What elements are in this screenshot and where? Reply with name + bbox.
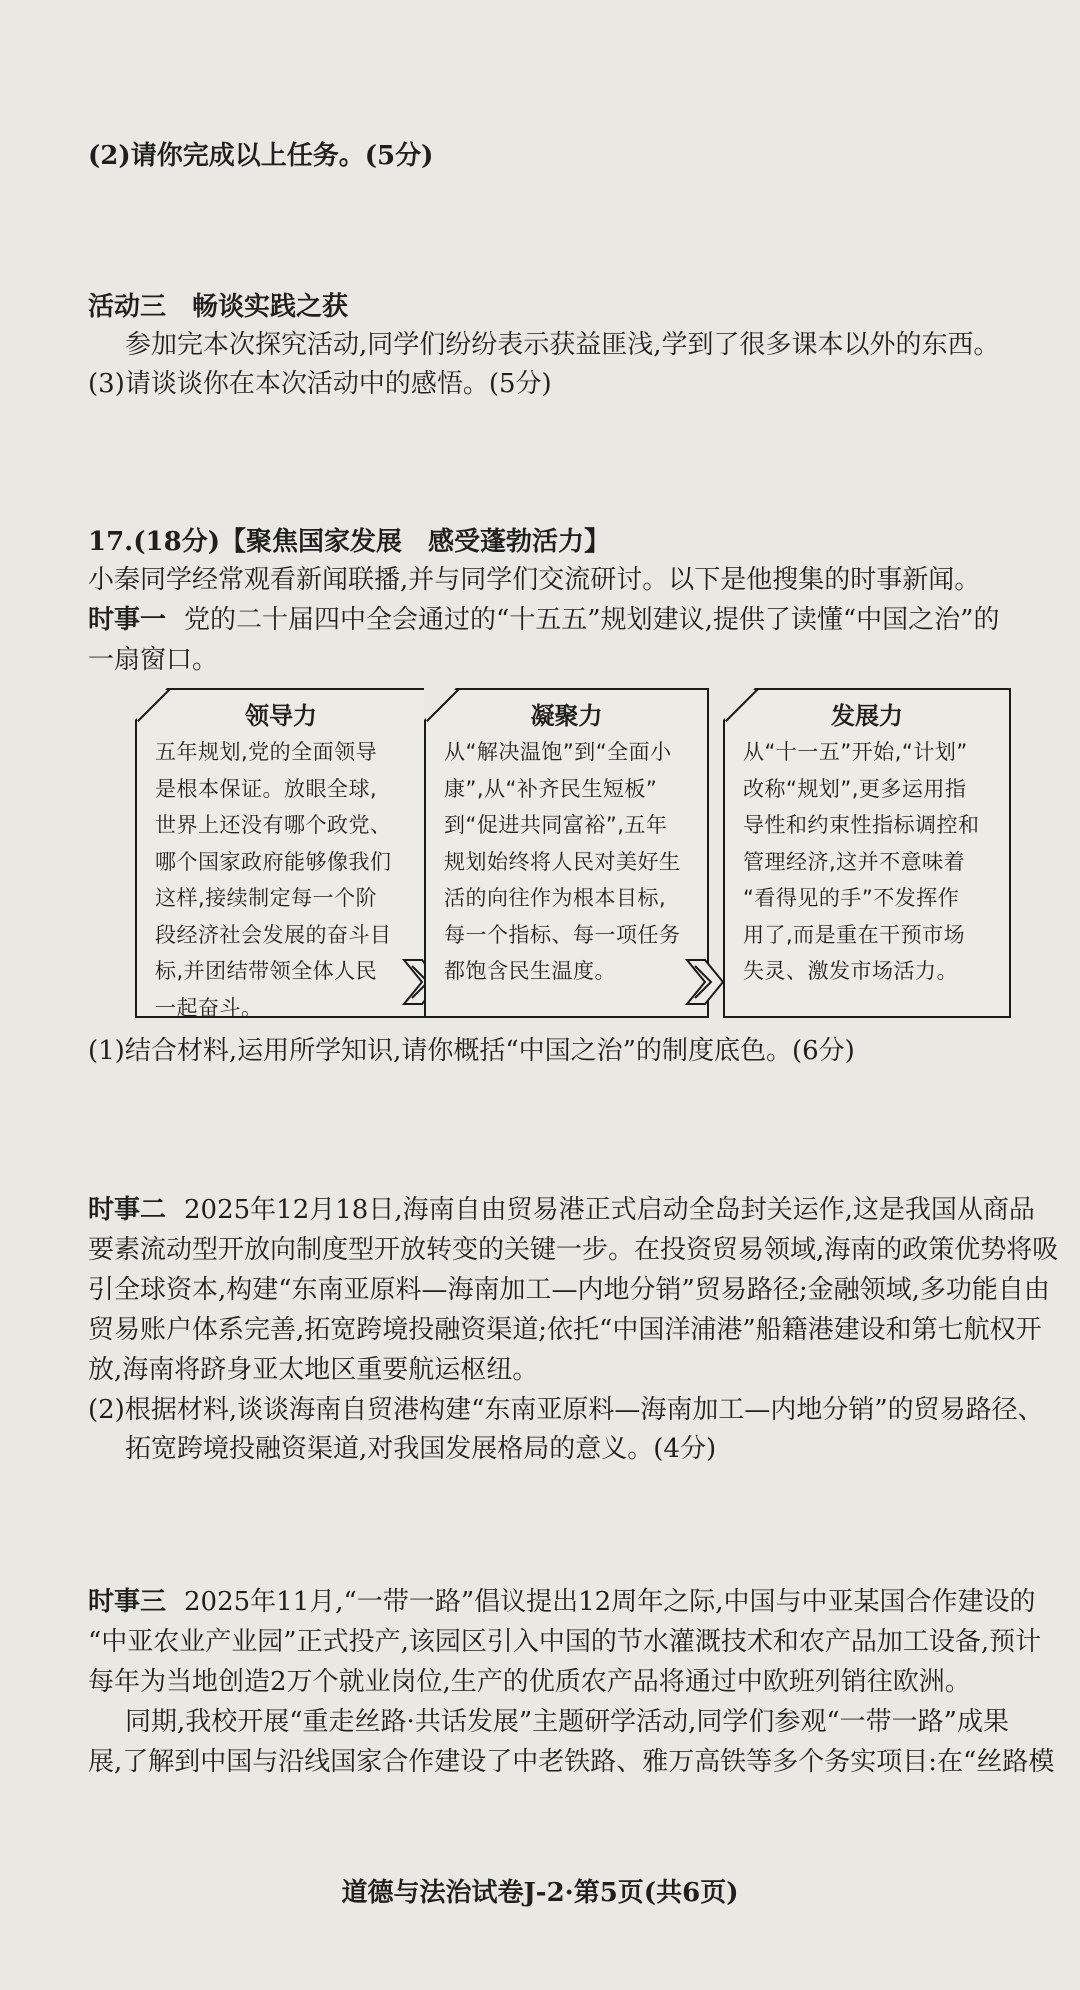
event2-line1 — [88, 1190, 1040, 1230]
page-footer: 道德与法治试卷J-2·第5页(共6页) — [341, 1878, 739, 1908]
card-title: 凝聚力 — [530, 701, 603, 730]
card-line: 每一个指标、每一项任务 — [444, 922, 681, 947]
question2-line1: (2)根据材料,谈谈海南自贸港构建“东南亚原料—海南加工—内地分销”的贸易路径、 — [88, 1395, 1044, 1425]
event3-line3: 每年为当地创造2万个就业岗位,生产的优质农产品将通过中欧班列销往欧洲。 — [88, 1667, 971, 1697]
card-line: 这样,接续制定每一个阶 — [155, 886, 378, 910]
event2-label: 时事二 — [88, 1195, 167, 1225]
card-line: 规划始终将人民对美好生 — [444, 849, 681, 874]
card-fold-corner — [723, 688, 755, 720]
activity3-title: 活动三 畅谈实践之获 — [88, 292, 349, 322]
activity3-question: (3)请谈谈你在本次活动中的感悟。(5分) — [88, 369, 552, 399]
card-body — [725, 734, 1009, 990]
q17-header: 17.(18分)【聚焦国家发展 感受蓬勃活力】 — [88, 527, 611, 557]
card-line: 是根本保证。放眼全球, — [155, 776, 378, 801]
card-line: 到“促进共同富裕”,五年 — [444, 813, 668, 837]
card-line: 从“解决温饱”到“全面小 — [444, 740, 672, 764]
card-body — [426, 734, 707, 990]
activity2-task: (2)请你完成以上任务。(5分) — [88, 141, 434, 171]
question1: (1)结合材料,运用所学知识,请你概括“中国之治”的制度底色。(6分) — [88, 1036, 855, 1066]
card-line: 标,并团结带领全体人民 — [155, 959, 378, 983]
card-fold-corner — [135, 688, 167, 720]
card-title: 领导力 — [245, 701, 317, 730]
q17-intro: 小秦同学经常观看新闻联播,并与同学们交流研讨。以下是他搜集的时事新闻。 — [88, 565, 981, 595]
card-line: “看得见的手”不发挥作 — [743, 886, 960, 910]
card-line: 管理经济,这并不意味着 — [743, 849, 966, 874]
card-line: 改称“规划”,更多运用指 — [743, 776, 967, 801]
event3-text1: 2025年11月,“一带一路”倡议提出12周年之际,中国与中亚某国合作建设的 — [184, 1587, 1036, 1617]
card-line: 段经济社会发展的奋斗目 — [155, 922, 392, 947]
card-line: 导性和约束性指标调控和 — [743, 813, 980, 837]
event3-para2-line1: 同期,我校开展“重走丝路·共话发展”主题研学活动,同学们参观“一带一路”成果 — [125, 1707, 1009, 1737]
card-line: 哪个国家政府能够像我们 — [155, 849, 392, 874]
event1-line1 — [88, 600, 1040, 640]
activity3-text: 参加完本次探究活动,同学们纷纷表示获益匪浅,学到了很多课本以外的东西。 — [125, 330, 1000, 360]
card-line: 世界上还没有哪个政党、 — [155, 813, 392, 837]
card-line: 五年规划,党的全面领导 — [155, 740, 378, 764]
card-cohesion — [424, 688, 709, 1018]
event3-line1 — [88, 1582, 1040, 1622]
card-line: 失灵、激发市场活力。 — [743, 959, 958, 983]
card-line: 用了,而是重在干预市场 — [743, 922, 966, 947]
card-line: 活的向往作为根本目标, — [444, 886, 667, 910]
event2-text1: 2025年12月18日,海南自由贸易港正式启动全岛封关运作,这是我国从商品 — [184, 1195, 1035, 1225]
card-line: 从“十一五”开始,“计划” — [743, 740, 968, 764]
event2-line3: 引全球资本,构建“东南亚原料—海南加工—内地分销”贸易路径;金融领域,多功能自由 — [88, 1275, 1050, 1305]
event3-label: 时事三 — [88, 1587, 167, 1617]
event2-line2: 要素流动型开放向制度型开放转变的关键一步。在投资贸易领域,海南的政策优势将吸 — [88, 1235, 1059, 1265]
event1-text1: 党的二十届四中全会通过的“十五五”规划建议,提供了读懂“中国之治”的 — [184, 605, 1000, 635]
card-title: 发展力 — [831, 701, 903, 730]
arrow-chevron-icon — [685, 958, 725, 1006]
event2-line5: 放,海南将跻身亚太地区重要航运枢纽。 — [88, 1355, 539, 1385]
question2-line2: 拓宽跨境投融资渠道,对我国发展格局的意义。(4分) — [125, 1434, 717, 1464]
card-leadership — [135, 688, 427, 1018]
card-line: 都饱含民生温度。 — [444, 959, 616, 983]
card-body — [137, 734, 425, 1026]
event3-para2-line2: 展,了解到中国与沿线国家合作建设了中老铁路、雅万高铁等多个务实项目:在“丝路模 — [88, 1747, 1055, 1777]
event3-line2: “中亚农业产业园”正式投产,该园区引入中国的节水灌溉技术和农产品加工设备,预计 — [88, 1627, 1042, 1657]
event1-line2: 一扇窗口。 — [88, 645, 219, 675]
card-line: 康”,从“补齐民生短板” — [444, 776, 658, 801]
card-fold-corner — [424, 688, 456, 720]
card-line: 一起奋斗。 — [155, 995, 263, 1020]
card-development — [723, 688, 1011, 1018]
event1-label: 时事一 — [88, 605, 167, 635]
event2-line4: 贸易账户体系完善,拓宽跨境投融资渠道;依托“中国洋浦港”船籍港建设和第七航权开 — [88, 1315, 1042, 1345]
